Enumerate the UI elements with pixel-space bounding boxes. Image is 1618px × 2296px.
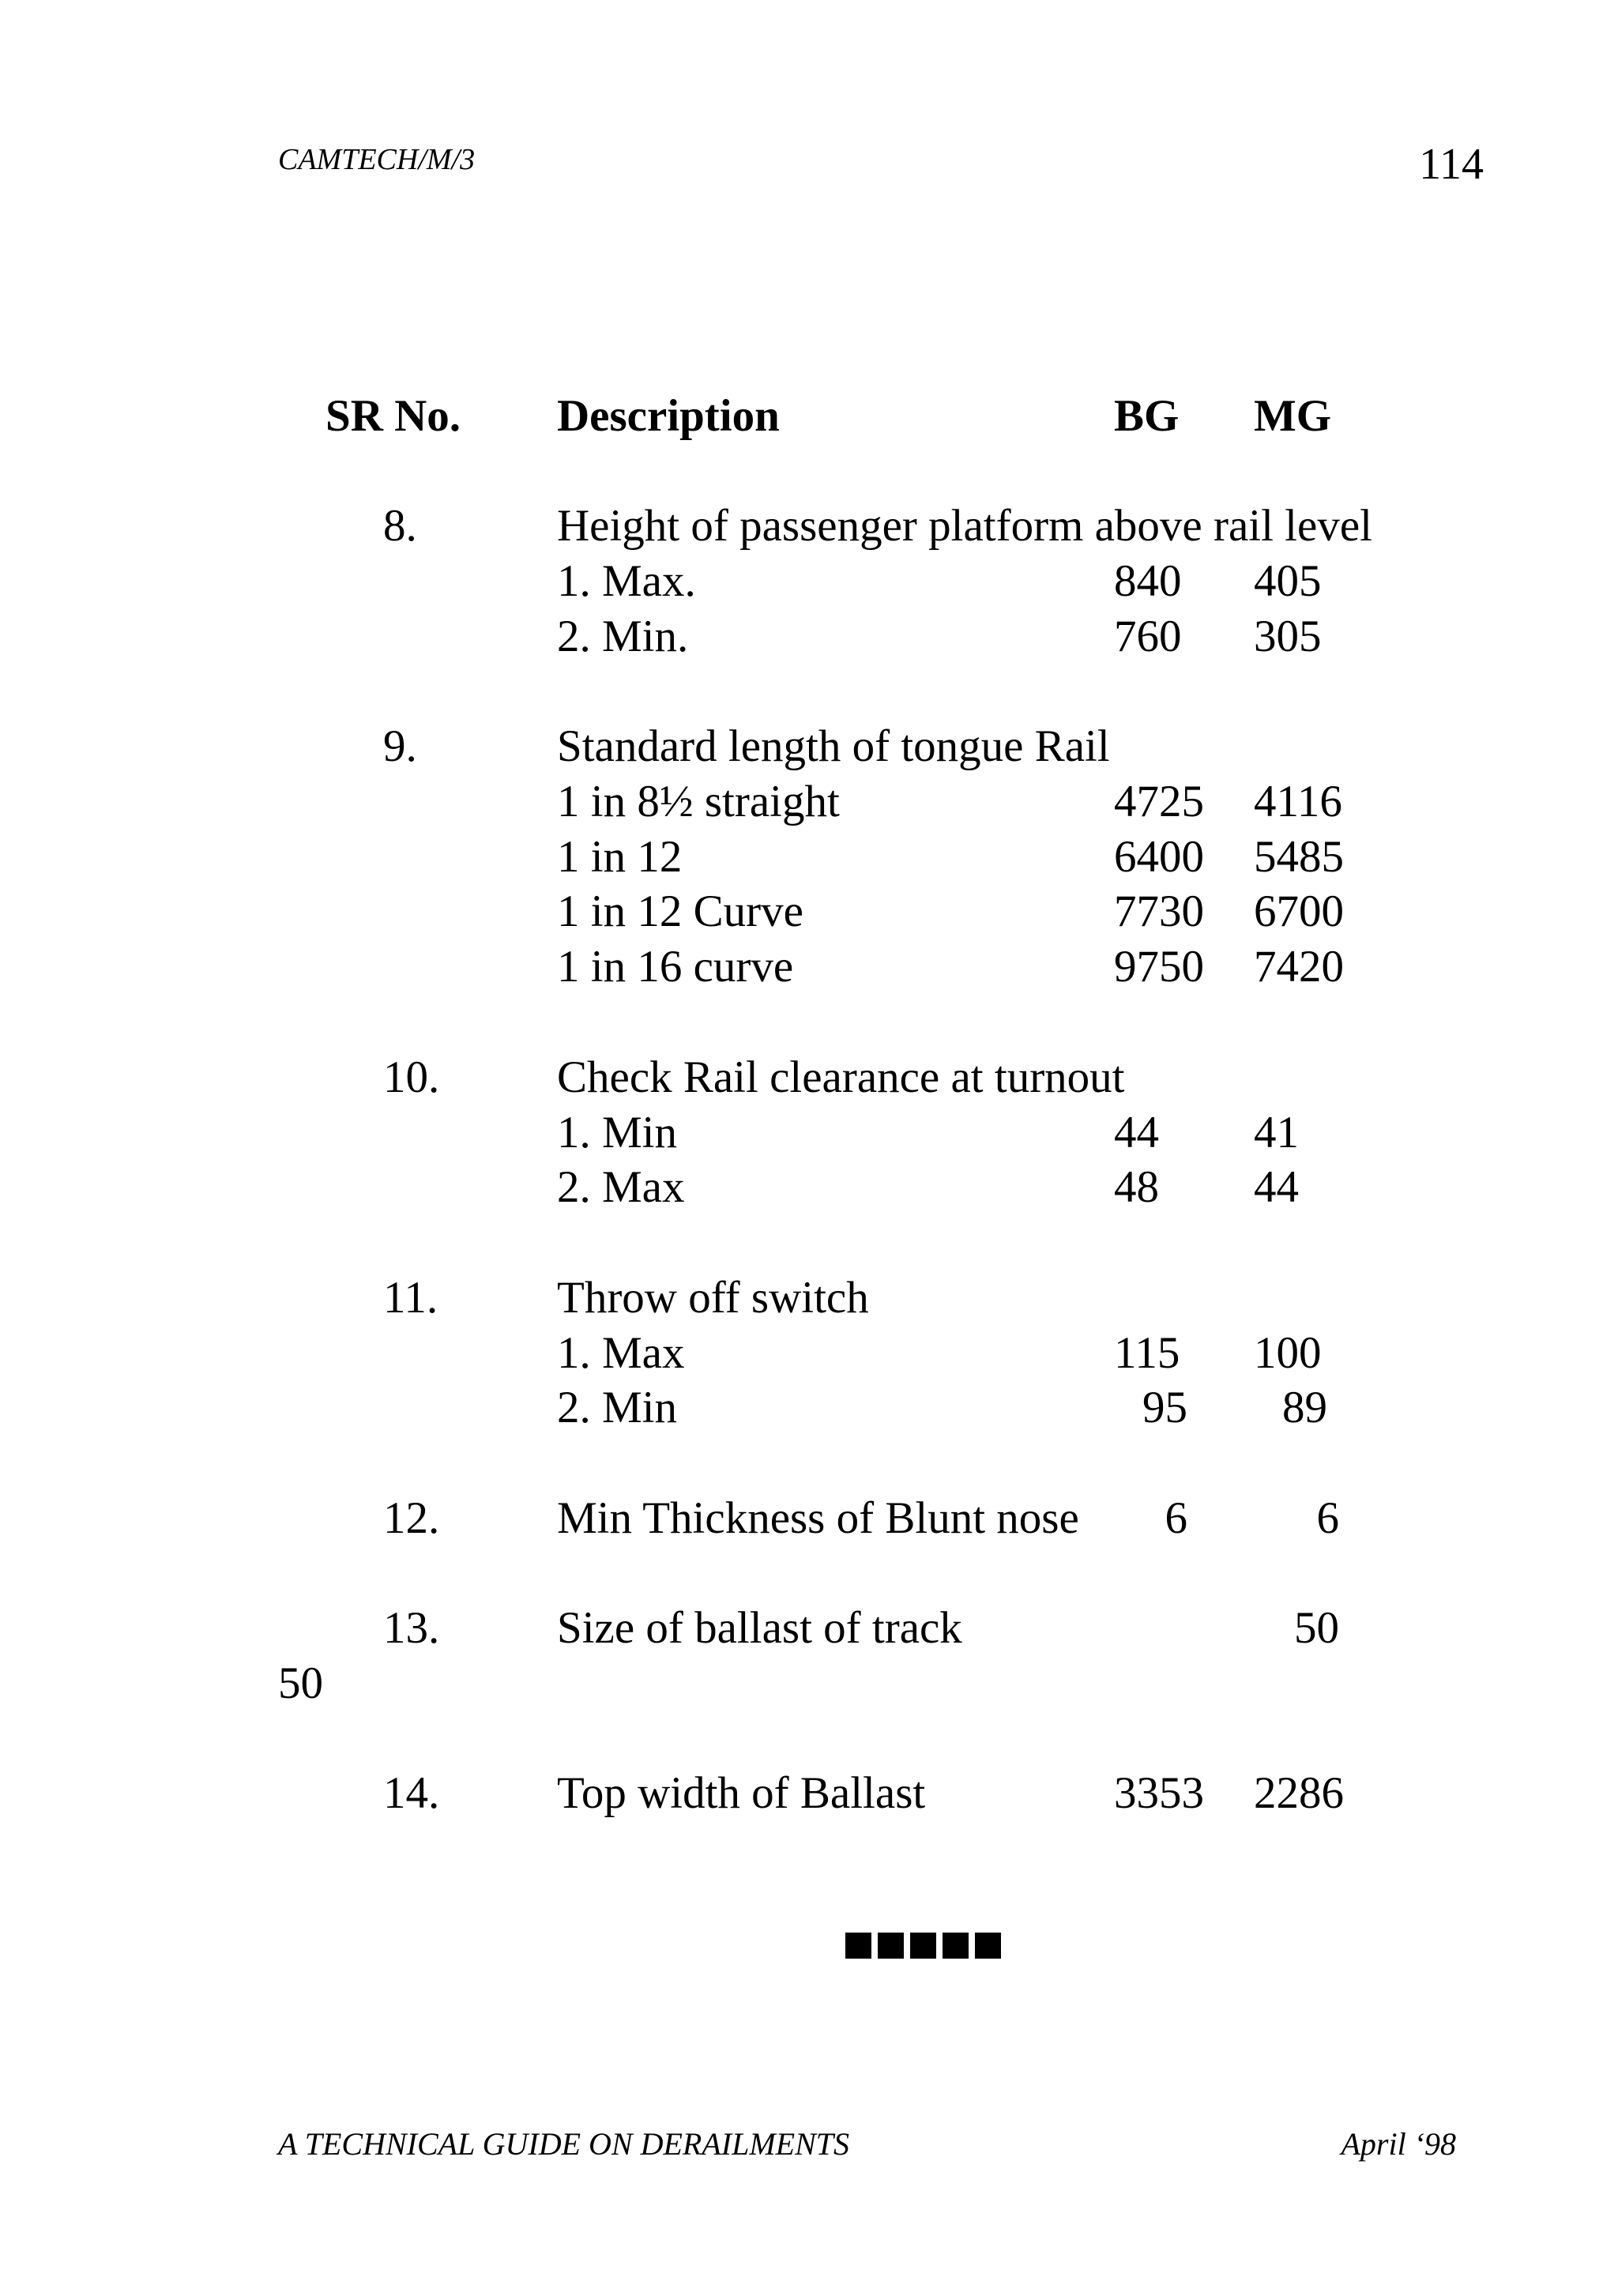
column-header-mg: MG [1254, 391, 1332, 441]
sr-number: 12. [383, 1493, 440, 1543]
item-title: Height of passenger platform above rail level [557, 501, 1372, 551]
mg-value: 5485 [1254, 832, 1344, 882]
document-code: CAMTECH/M/3 [278, 143, 476, 176]
bg-value: 840 [1114, 556, 1182, 606]
row-label: 1 in 12 Curve [557, 886, 803, 936]
sr-number: 11. [383, 1273, 438, 1323]
item-title: Size of ballast of track [557, 1603, 962, 1653]
black-square-icon [943, 1933, 969, 1959]
item-title: Top width of Ballast [557, 1768, 926, 1818]
mg-value: 2286 [1254, 1768, 1344, 1818]
mg-value: 305 [1254, 612, 1322, 661]
black-square-icon [975, 1933, 1001, 1959]
bg-value: 760 [1114, 612, 1182, 661]
mg-value: 44 [1254, 1162, 1299, 1212]
black-square-icon [845, 1933, 871, 1959]
column-header-description: Description [557, 391, 780, 441]
bg-value: 4725 [1114, 777, 1204, 826]
sr-number: 13. [383, 1603, 440, 1653]
row-label: 2. Max [557, 1162, 685, 1212]
bg-value: 6400 [1114, 832, 1204, 882]
bg-value: 6 [1165, 1493, 1187, 1543]
bg-value: 48 [1114, 1162, 1159, 1212]
row-label: 1. Max. [557, 556, 696, 606]
mg-value: 4116 [1254, 777, 1342, 826]
row-label: 1 in 8½ straight [557, 777, 840, 826]
sr-number: 10. [383, 1052, 440, 1102]
mg-value: 100 [1254, 1328, 1322, 1378]
item-title: Standard length of tongue Rail [557, 721, 1110, 771]
row-label: 1 in 16 curve [557, 942, 794, 992]
stray-value: 50 [278, 1658, 323, 1708]
bg-value: 3353 [1114, 1768, 1204, 1818]
footer-title: A TECHNICAL GUIDE ON DERAILMENTS [278, 2126, 850, 2162]
mg-value: 6700 [1254, 886, 1344, 936]
mg-value: 6 [1316, 1493, 1339, 1543]
row-label: 1 in 12 [557, 832, 683, 882]
item-title: Throw off switch [557, 1273, 869, 1323]
sr-number: 9. [383, 721, 417, 771]
bg-value: 95 [1142, 1383, 1187, 1432]
row-label: 2. Min [557, 1383, 678, 1432]
bg-value: 9750 [1114, 942, 1204, 992]
column-header-bg: BG [1114, 391, 1180, 441]
bg-value: 115 [1114, 1328, 1180, 1378]
bg-value: 7730 [1114, 886, 1204, 936]
column-header-sr-no: SR No. [325, 391, 461, 441]
black-square-icon [910, 1933, 936, 1959]
end-of-section-mark [845, 1933, 1001, 1959]
sr-number: 14. [383, 1768, 440, 1818]
mg-value: 405 [1254, 556, 1322, 606]
item-title: Min Thickness of Blunt nose [557, 1493, 1079, 1543]
mg-value: 89 [1282, 1383, 1327, 1432]
mg-value: 41 [1254, 1108, 1299, 1157]
row-label: 2. Min. [557, 612, 689, 661]
mg-value: 7420 [1254, 942, 1344, 992]
row-label: 1. Min [557, 1108, 678, 1157]
sr-number: 8. [383, 501, 417, 551]
page-number: 114 [1419, 140, 1484, 189]
bg-value: 44 [1114, 1108, 1159, 1157]
item-title: Check Rail clearance at turnout [557, 1052, 1125, 1102]
footer-date: April ‘98 [1341, 2126, 1456, 2162]
row-label: 1. Max [557, 1328, 685, 1378]
mg-value: 50 [1294, 1603, 1339, 1653]
black-square-icon [878, 1933, 904, 1959]
